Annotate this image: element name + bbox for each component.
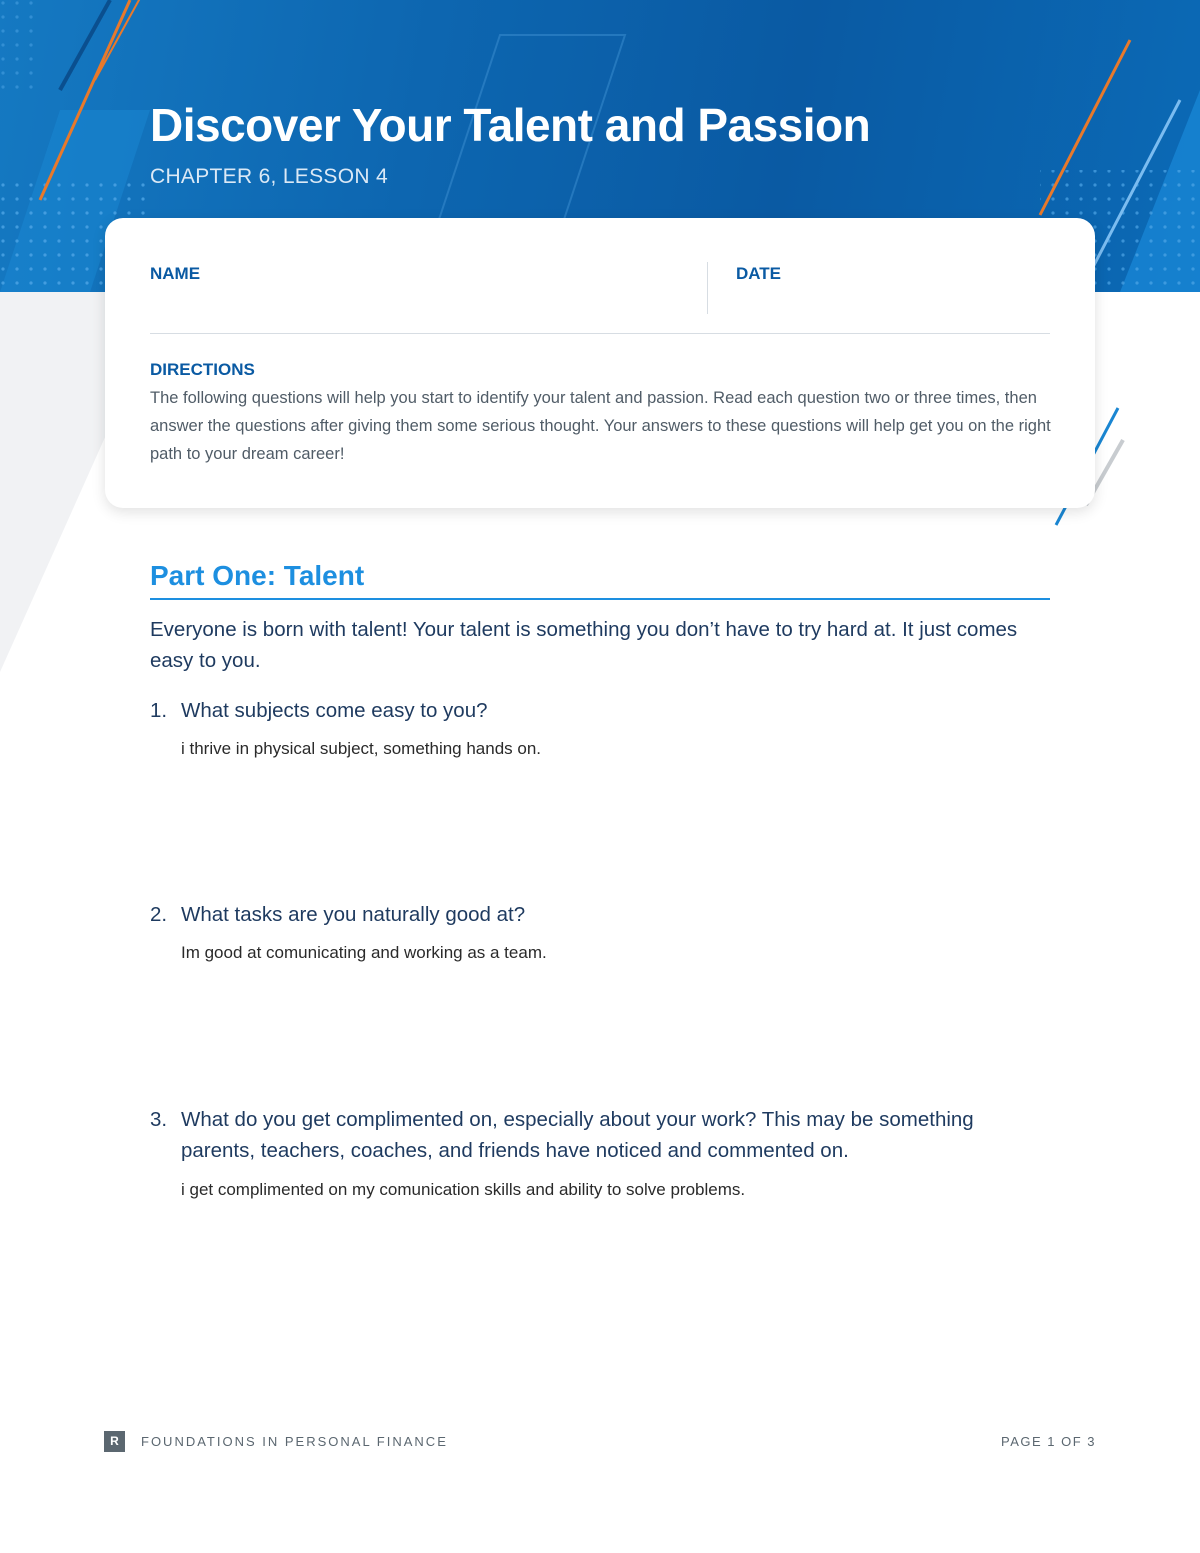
question-1 [150,695,1050,726]
date-field-label: DATE [736,264,782,283]
footer-brand: FOUNDATIONS IN PERSONAL FINANCE [141,1434,448,1449]
question-text: What subjects come easy to you? [181,699,488,722]
ramsey-logo-icon: R [104,1431,125,1452]
directions-heading: DIRECTIONS [150,360,255,379]
question-text: What do you get complimented on, especially about your work? This may be something parents, teachers, coaches, and friends have noticed and commented on. [181,1108,974,1162]
page-footer [104,1431,1096,1453]
section-title: Part One: Talent [150,560,365,591]
question-text: What tasks are you naturally good at? [181,903,526,926]
question-number: 1. [150,699,168,722]
answer-1[interactable]: i thrive in physical subject, something hands on. [181,739,542,758]
question-2 [150,899,1050,930]
directions-text: The following questions will help you start to identify your talent and passion. Read each question two or three times, then answer the questions after giving them some serious thought. Your answers to these questions will help get you on the right path to your dream career! [150,389,1051,463]
page-number: PAGE 1 OF 3 [1000,1434,1096,1449]
question-3 [150,1104,1050,1166]
question-number: 3. [150,1108,168,1131]
card-divider [150,333,1050,334]
name-field-label: NAME [150,264,201,283]
info-card [105,218,1095,508]
section-divider [150,598,1050,600]
field-divider [707,262,708,314]
question-number: 2. [150,903,168,926]
lesson-subtitle: CHAPTER 6, LESSON 4 [150,165,388,188]
answer-3[interactable]: i get complimented on my comunication skills and ability to solve problems. [181,1180,746,1199]
answer-2[interactable]: Im good at comunicating and working as a team. [181,943,547,962]
section-intro: Everyone is born with talent! Your talent is something you don’t have to try hard at. It just comes easy to you. [150,618,1018,672]
page-title: Discover Your Talent and Passion [150,99,871,151]
